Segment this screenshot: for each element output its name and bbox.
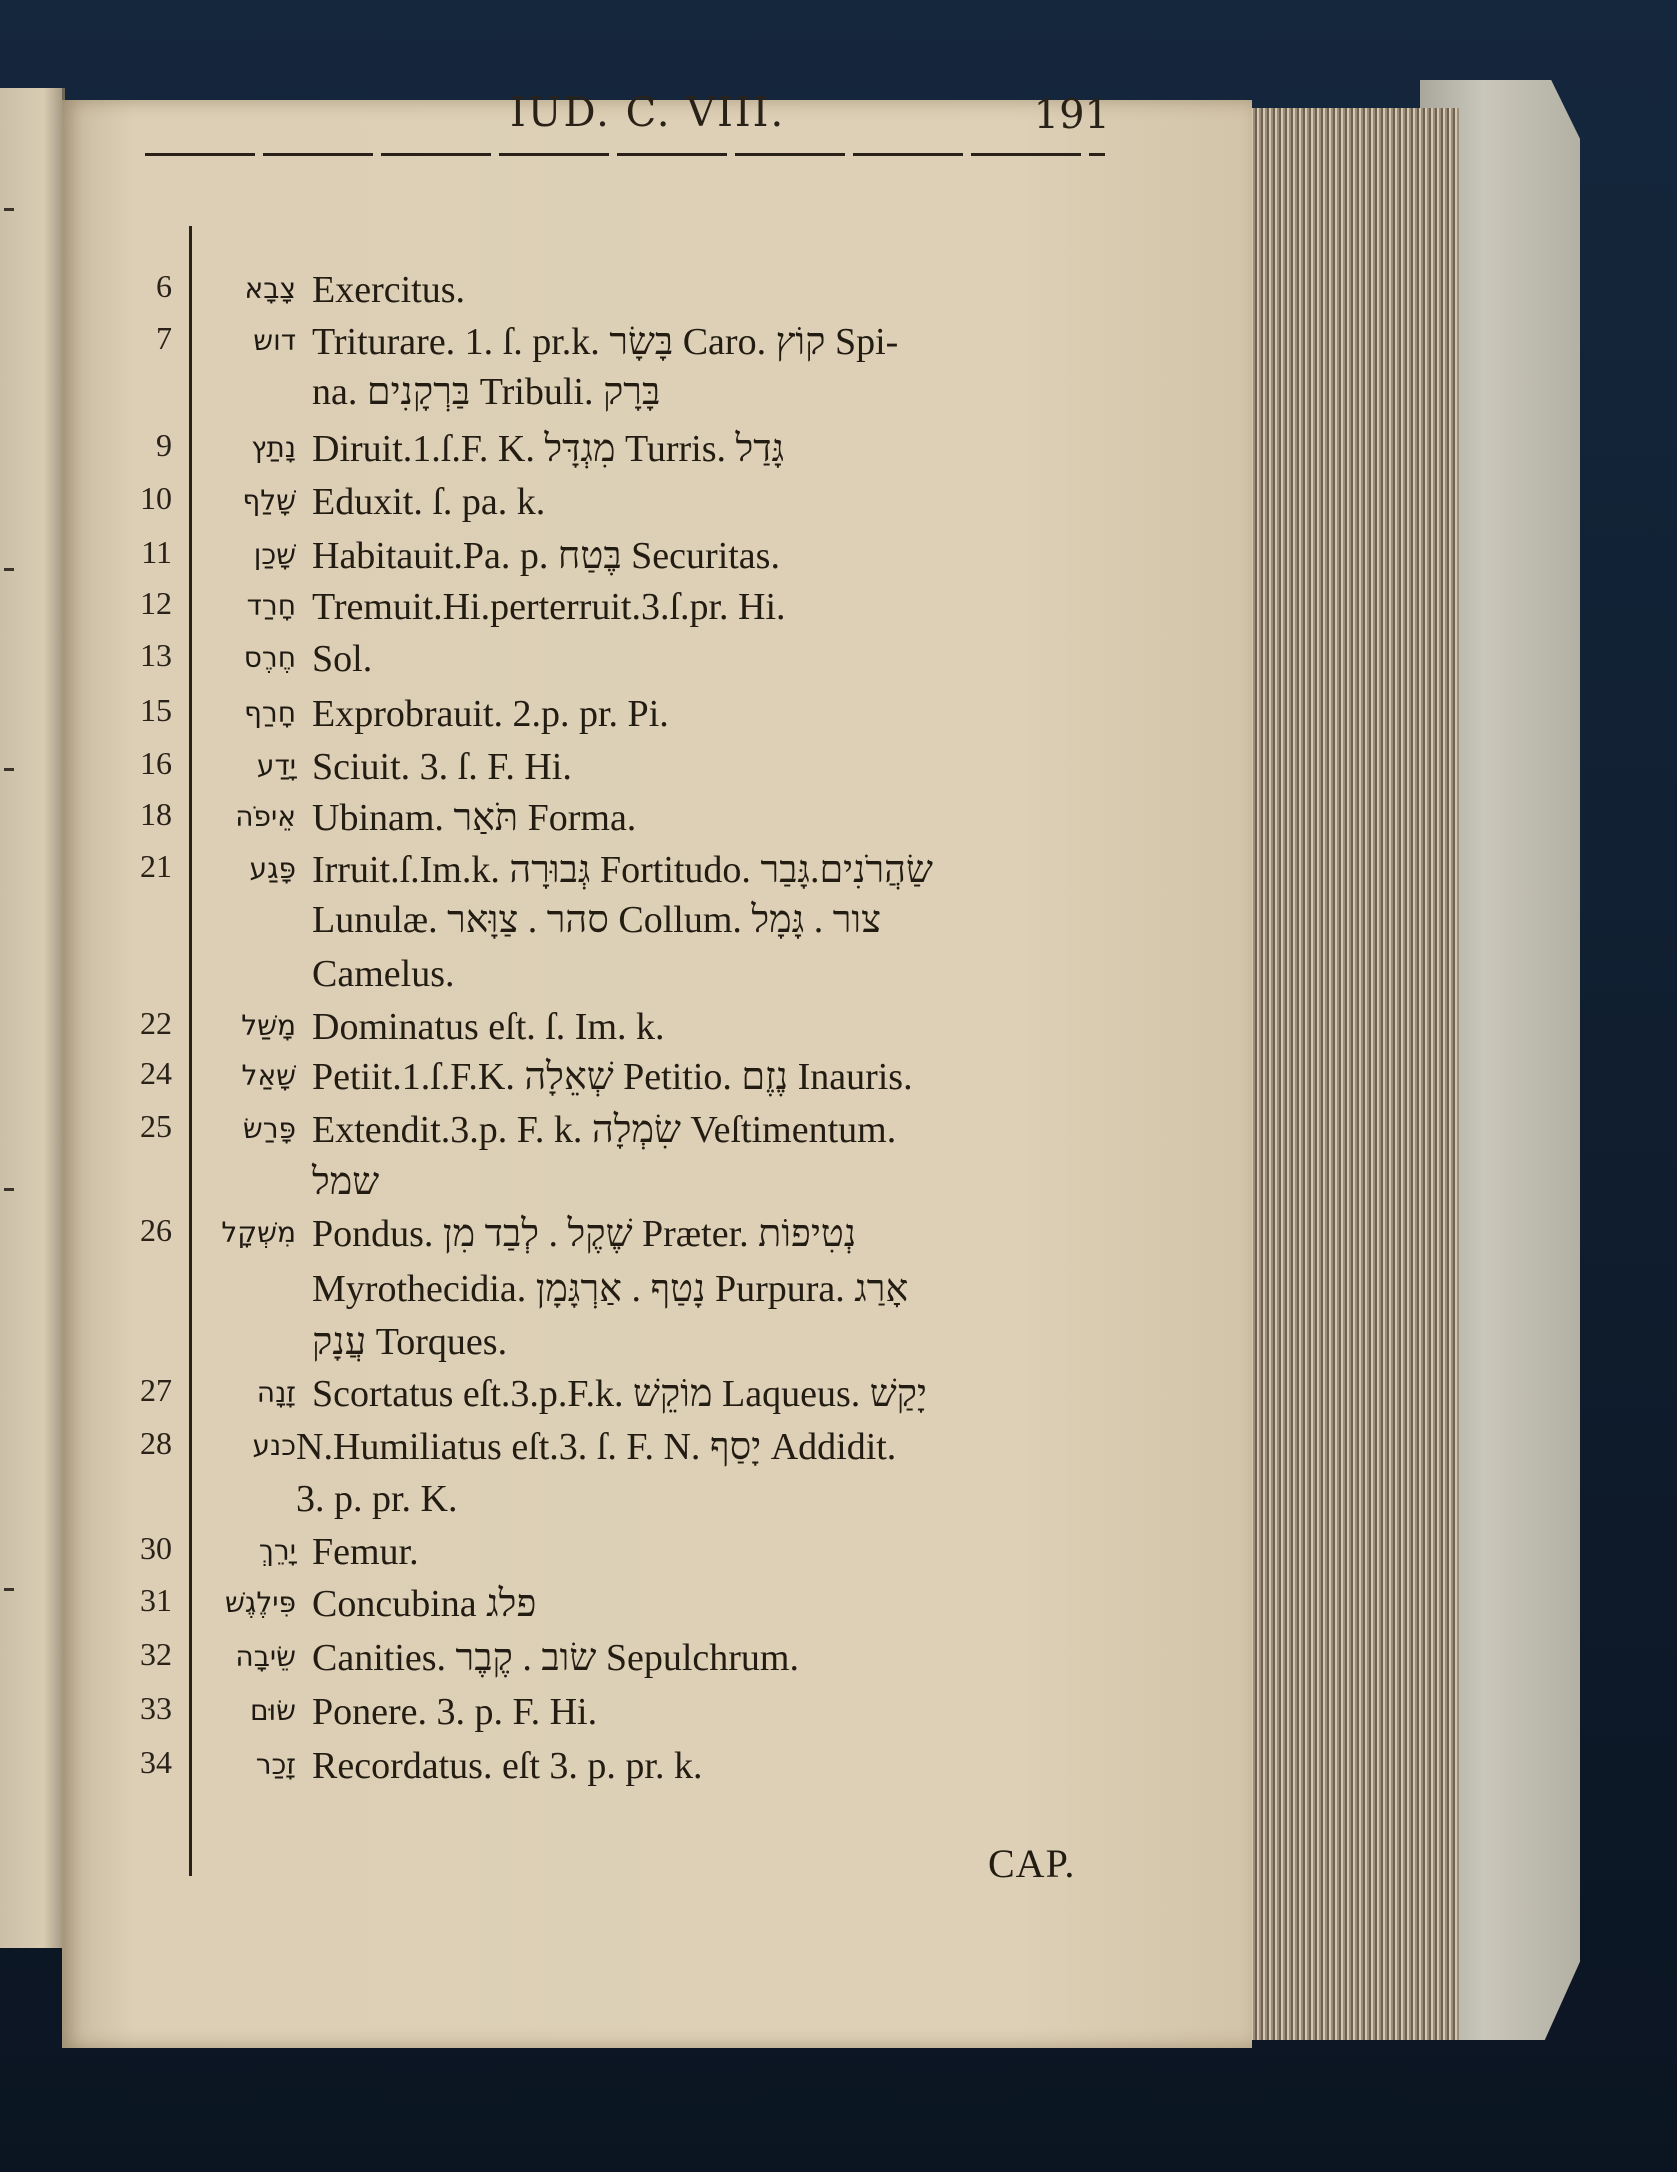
verse-number: 27: [140, 1372, 172, 1408]
verse-number: 13: [140, 637, 172, 673]
entry-text-line: Triturare. 1. ſ. pr.k. בָּשָׂר Caro. קוֹץ Spi-: [312, 321, 899, 363]
hebrew-headword: דוש: [253, 324, 296, 357]
entry-text-line: Dominatus eſt. ſ. Im. k.: [312, 1006, 665, 1048]
hebrew-headword: כנע: [252, 1429, 296, 1462]
entry-text-line: N.Humiliatus eſt.3. ſ. F. N. יָסַף Addidit.: [296, 1426, 897, 1468]
page-header: [180, 90, 1110, 150]
entry-text-line: Concubina פלג: [312, 1583, 537, 1625]
verse-number: 16: [140, 745, 172, 781]
entry-text-line: עֲנָק Torques.: [312, 1321, 508, 1363]
entry-text-line: Sol.: [312, 638, 373, 680]
verse-number: 31: [140, 1582, 172, 1618]
verse-number: 32: [140, 1636, 172, 1672]
verse-number: 12: [140, 585, 172, 621]
page-number: 191: [1033, 92, 1110, 138]
hebrew-headword: זָכַר: [255, 1748, 296, 1781]
entry-text-line: Extendit.3.p. F. k. שִׂמְלָה Veſtimentum.: [312, 1109, 897, 1151]
facing-page-edge: [0, 88, 65, 1948]
verse-number: 7: [156, 320, 172, 356]
verse-number: 30: [140, 1530, 172, 1566]
entry-text-line: Petiit.1.ſ.F.K. שְׁאֵלָה Petitio. נֶזֶם Inauris.: [312, 1056, 913, 1098]
hebrew-headword: חָרַד: [246, 589, 296, 622]
entry-text-line: Camelus.: [312, 953, 455, 995]
column-rule: [189, 226, 192, 1876]
verse-number: 26: [140, 1212, 172, 1248]
entry-text-line: Myrothecidia. נָטַף . אַרְגָּמָן Purpura. אָרַג: [312, 1268, 909, 1310]
hebrew-headword: שָׁאַל: [241, 1059, 296, 1092]
verse-number: 10: [140, 480, 172, 516]
entry-text-line: Habitauit.Pa. p. בֶּטַח Securitas.: [312, 535, 780, 577]
entry-text-line: Recordatus. eſt 3. p. pr. k.: [312, 1745, 703, 1787]
hebrew-headword: יָרֵךְ: [258, 1534, 296, 1567]
verse-number: 28: [140, 1425, 172, 1461]
verse-number: 33: [140, 1690, 172, 1726]
entry-text-line: Diruit.1.ſ.F. K. מִגְדָּל Turris. גָּדַל: [312, 428, 785, 470]
verse-number: 15: [140, 692, 172, 728]
hebrew-headword: פִּילֶגֶשׁ: [224, 1586, 296, 1619]
verse-number: 34: [140, 1744, 172, 1780]
entry-text-line: na. בַּרְקָנִים Tribuli. בָּרָק: [312, 371, 661, 413]
hebrew-headword: זָנָה: [256, 1376, 296, 1409]
verse-number: 21: [140, 848, 172, 884]
hebrew-headword: שֵׂיבָה: [235, 1640, 296, 1673]
facing-page-mark: [4, 1588, 14, 1591]
facing-page-mark: [4, 1188, 14, 1191]
verse-number: 9: [156, 427, 172, 463]
entry-text-line: Femur.: [312, 1531, 419, 1573]
facing-page-mark: [4, 768, 14, 771]
hebrew-headword: פָּרַשׂ: [242, 1112, 296, 1145]
page-block-edge: [1246, 108, 1459, 2040]
hebrew-headword: חֶרֶס: [243, 641, 296, 674]
hebrew-headword: מִשְׁקָל: [221, 1216, 296, 1249]
catchword: CAP.: [988, 1841, 1076, 1886]
verse-number: 22: [140, 1005, 172, 1041]
verse-number: 24: [140, 1055, 172, 1091]
verse-number: 11: [141, 534, 172, 570]
hebrew-headword: צָבָא: [244, 272, 296, 305]
running-head: IUD. C. VIII.: [510, 90, 786, 136]
entry-text-line: Sciuit. 3. ſ. F. Hi.: [312, 746, 572, 788]
entry-text-line: Pondus. שֶׁקֶל . לְבַד מִן Præter. נְטִיפוֹת: [312, 1213, 857, 1255]
verse-number: 18: [140, 796, 172, 832]
entry-text-line: Eduxit. ſ. pa. k.: [312, 481, 546, 523]
hebrew-headword: שׂוּם: [249, 1694, 296, 1727]
entry-text-line: שמל: [312, 1161, 380, 1203]
entry-text-line: Ubinam. תֹּאַר Forma.: [312, 797, 637, 839]
verse-number: 6: [156, 268, 172, 304]
verse-number: 25: [140, 1108, 172, 1144]
hebrew-headword: שָׁכַן: [253, 538, 296, 571]
entry-text-line: Exprobrauit. 2.p. pr. Pi.: [312, 693, 669, 735]
hebrew-headword: מָשַׁל: [241, 1009, 296, 1042]
hebrew-headword: נָתַץ: [251, 431, 296, 464]
facing-page-mark: [4, 208, 14, 211]
entry-text-line: Scortatus eſt.3.p.F.k. מוֹקֵשׁ Laqueus. יָקַשׁ: [312, 1373, 927, 1415]
entry-text-line: Ponere. 3. p. F. Hi.: [312, 1691, 598, 1733]
entry-text-line: Exercitus.: [312, 269, 466, 311]
hebrew-headword: שָׁלַף: [242, 484, 296, 517]
entry-text-line: Canities. שׂוב . קֶבֶר Sepulchrum.: [312, 1637, 799, 1679]
hebrew-headword: חָרַף: [243, 696, 296, 729]
header-rule: [145, 153, 1105, 156]
entry-text-line: Lunulæ. סהר . צַוָּאר Collum. צור . גָּמָל: [312, 899, 882, 941]
hebrew-headword: יָדַע: [256, 749, 296, 782]
entry-text-line: Tremuit.Hi.perterruit.3.ſ.pr. Hi.: [312, 586, 786, 628]
entry-text-line: 3. p. pr. K.: [296, 1478, 458, 1520]
hebrew-headword: אֵיפֹה: [235, 800, 296, 833]
facing-page-mark: [4, 568, 14, 571]
hebrew-headword: פָּגַע: [249, 852, 296, 885]
entry-text-line: Irruit.ſ.Im.k. גְּבוּרָה Fortitudo. שַׂהֲרֹנִים.גָּבַר: [312, 849, 933, 891]
